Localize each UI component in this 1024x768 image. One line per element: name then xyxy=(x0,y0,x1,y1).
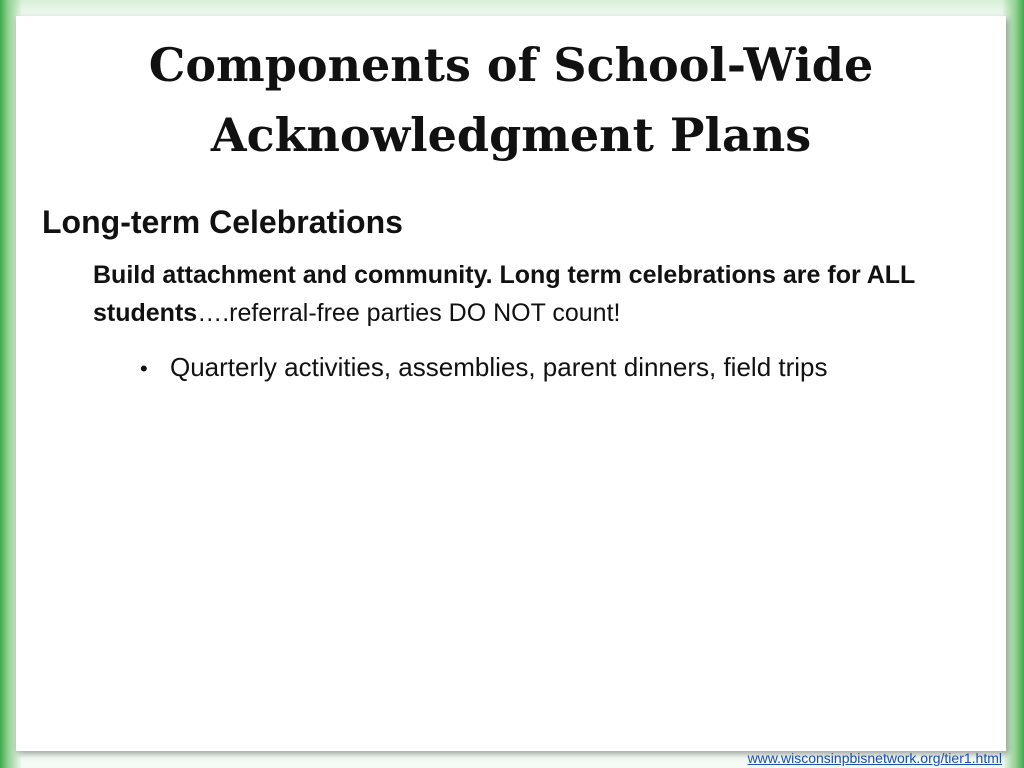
list-item xyxy=(140,352,828,383)
slide-title: Components of School-Wide Acknowledgment Plans xyxy=(148,38,874,162)
bullet-icon: • xyxy=(140,356,148,381)
bullet-list xyxy=(140,352,828,383)
bullet-text: Quarterly activities, assemblies, parent dinners, field trips xyxy=(170,352,828,382)
body-paragraph xyxy=(93,256,1018,332)
body-normal-text: ….referral-free parties DO NOT count! xyxy=(197,299,621,327)
footer-link[interactable]: www.wisconsinpbisnetwork.org/tier1.html xyxy=(747,750,1002,766)
body-bold-text: Build attachment and community. Long term celebrations are for ALL students xyxy=(93,261,915,327)
section-heading: Long-term Celebrations xyxy=(42,204,403,240)
